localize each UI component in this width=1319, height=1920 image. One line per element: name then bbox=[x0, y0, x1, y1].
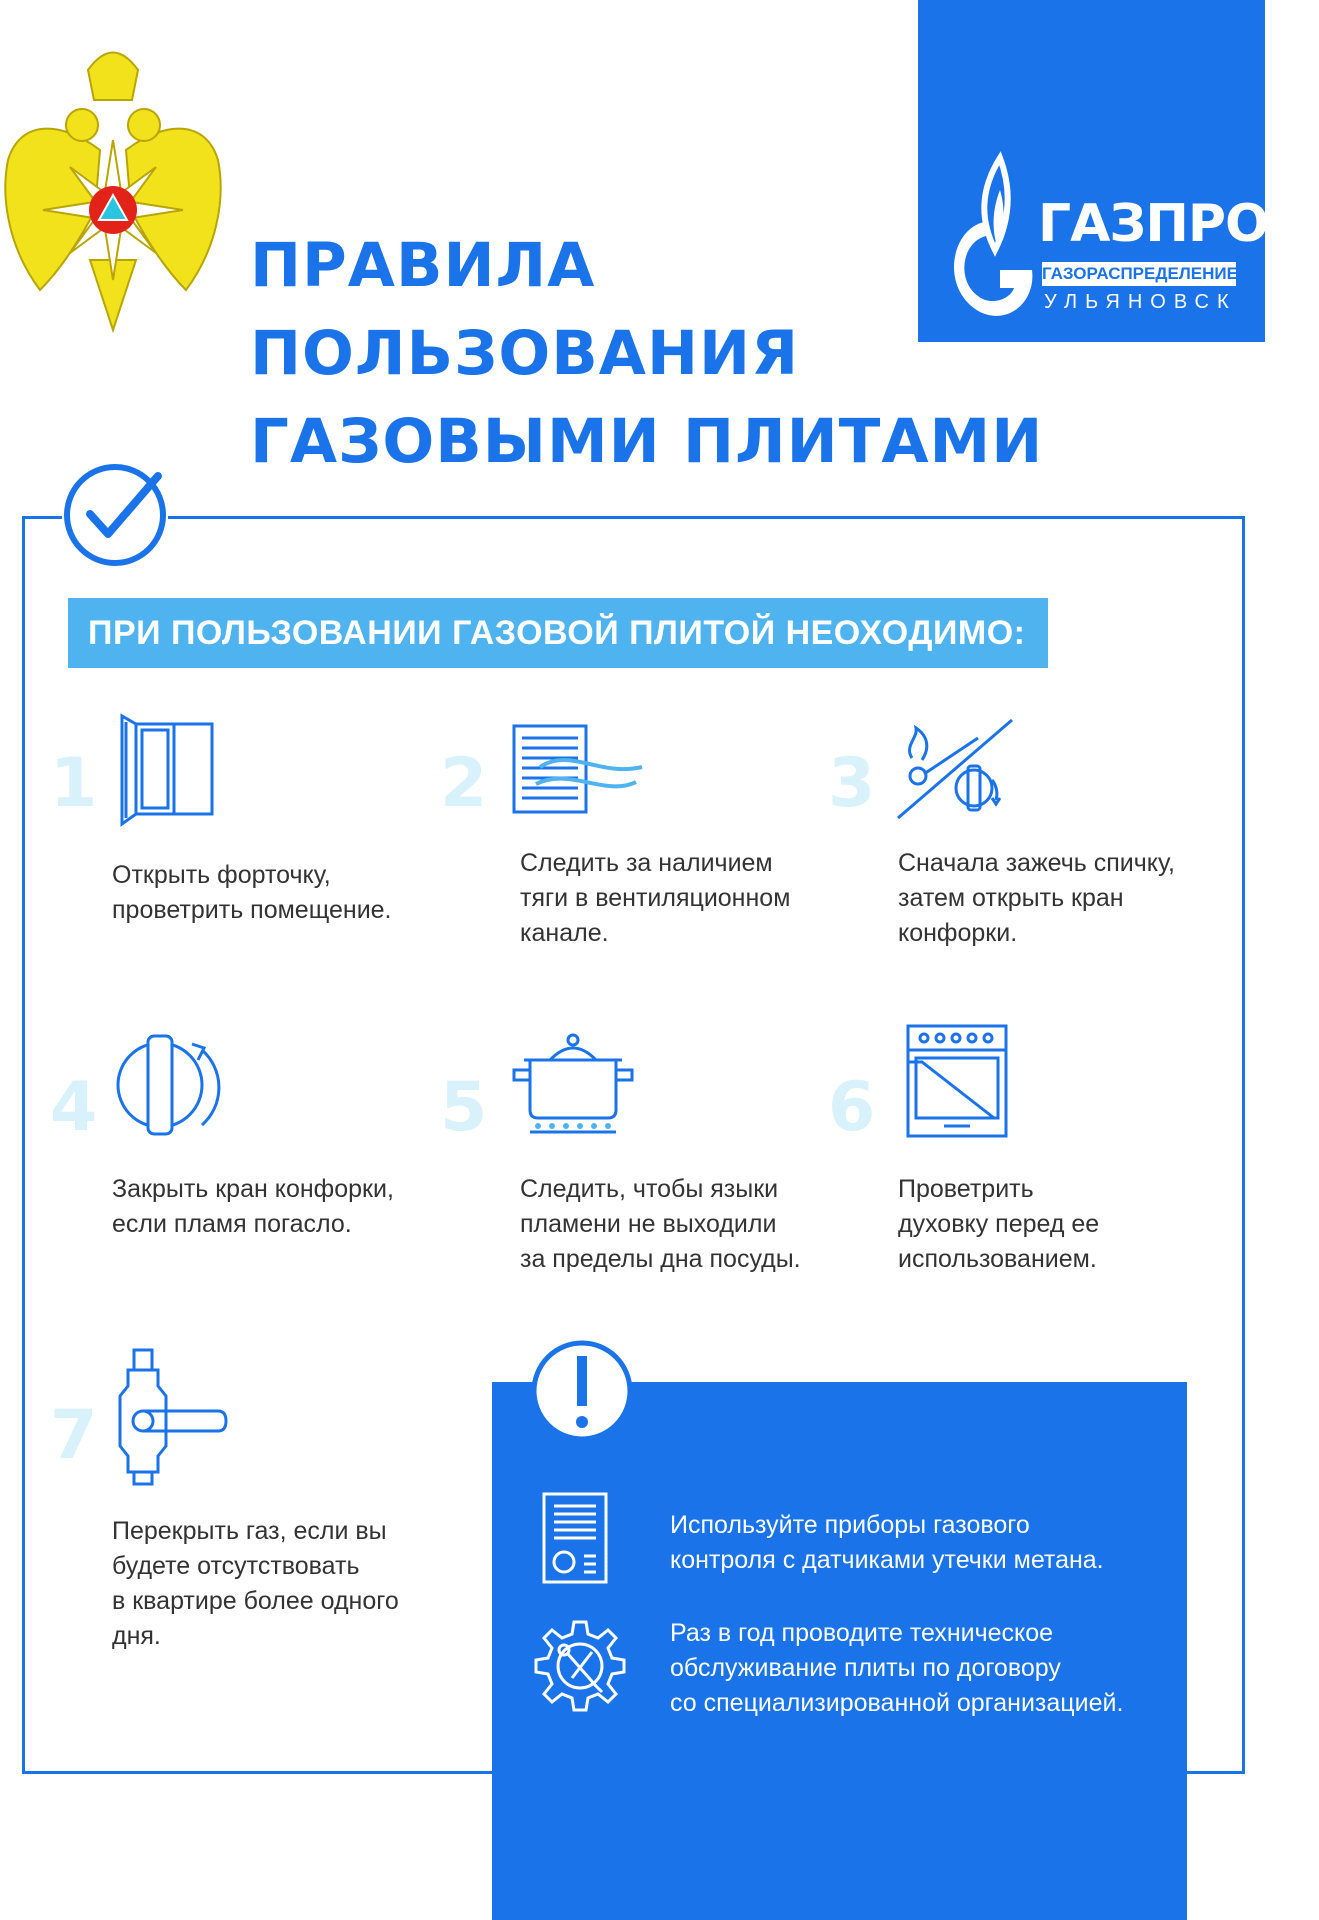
title-line-1: ПРАВИЛА bbox=[250, 230, 596, 301]
step-text: Открыть форточку, проветрить помещение. bbox=[112, 861, 392, 924]
step-4 bbox=[50, 1068, 430, 1288]
oven-icon bbox=[904, 1022, 1014, 1142]
step-number: 6 bbox=[828, 1068, 876, 1147]
step-number: 4 bbox=[50, 1068, 98, 1147]
ventilation-icon bbox=[510, 722, 650, 822]
step-text: Следить за наличием тяги в вентиляционном канале. bbox=[520, 849, 791, 947]
pot-icon bbox=[510, 1030, 640, 1140]
gazprom-flame-icon bbox=[940, 150, 1036, 320]
step-5 bbox=[440, 1068, 820, 1288]
step-number: 1 bbox=[50, 744, 98, 823]
info-text: Используйте приборы газового контроля с датчиками утечки метана. bbox=[670, 1511, 1104, 1574]
gas-detector-icon bbox=[540, 1490, 610, 1586]
knob-icon bbox=[110, 1030, 230, 1140]
info-text: Раз в год проводите техническое обслуживание плиты по договору со специализированной организацией. bbox=[670, 1619, 1124, 1717]
title-line-2: ПОЛЬЗОВАНИЯ bbox=[250, 318, 800, 389]
info-row-maintenance bbox=[530, 1616, 1180, 1736]
step-text: Следить, чтобы языки пламени не выходили за пределы дна посуды. bbox=[520, 1175, 801, 1273]
logo-subtitle: ГАЗОРАСПРЕДЕЛЕНИЕ bbox=[1042, 262, 1236, 286]
step-number: 7 bbox=[50, 1396, 98, 1475]
logo-city: УЛЬЯНОВСК bbox=[1044, 291, 1237, 313]
step-number: 5 bbox=[440, 1068, 488, 1147]
checkmark-icon bbox=[62, 462, 168, 568]
step-number: 3 bbox=[828, 744, 876, 823]
logo-name: ГАЗПРОМ bbox=[1038, 194, 1319, 254]
title-line-3: ГАЗОВЫМИ ПЛИТАМИ bbox=[250, 406, 1044, 477]
step-6 bbox=[828, 1068, 1228, 1288]
match-knob-icon bbox=[888, 718, 1018, 828]
emercom-emblem bbox=[0, 30, 226, 336]
step-text: Закрыть кран конфорки, если пламя погасло. bbox=[112, 1175, 394, 1238]
gas-valve-icon bbox=[120, 1346, 230, 1486]
step-text: Сначала зажечь спичку, затем открыть кран конфорки. bbox=[898, 849, 1175, 947]
step-2 bbox=[440, 744, 820, 964]
step-3 bbox=[828, 744, 1228, 964]
requirements-banner: ПРИ ПОЛЬЗОВАНИИ ГАЗОВОЙ ПЛИТОЙ НЕОХОДИМО: bbox=[68, 598, 1048, 668]
step-1 bbox=[50, 744, 430, 944]
step-number: 2 bbox=[440, 744, 488, 823]
window-icon bbox=[116, 714, 226, 824]
step-text: Перекрыть газ, если вы будете отсутствовать в квартире более одного дня. bbox=[112, 1517, 399, 1650]
gazprom-logo bbox=[918, 0, 1319, 342]
warning-icon bbox=[527, 1336, 637, 1446]
info-row-detector bbox=[540, 1490, 1180, 1590]
step-text: Проветрить духовку перед ее использованием. bbox=[898, 1175, 1100, 1273]
gear-tools-icon bbox=[530, 1616, 630, 1716]
step-7 bbox=[50, 1396, 430, 1656]
